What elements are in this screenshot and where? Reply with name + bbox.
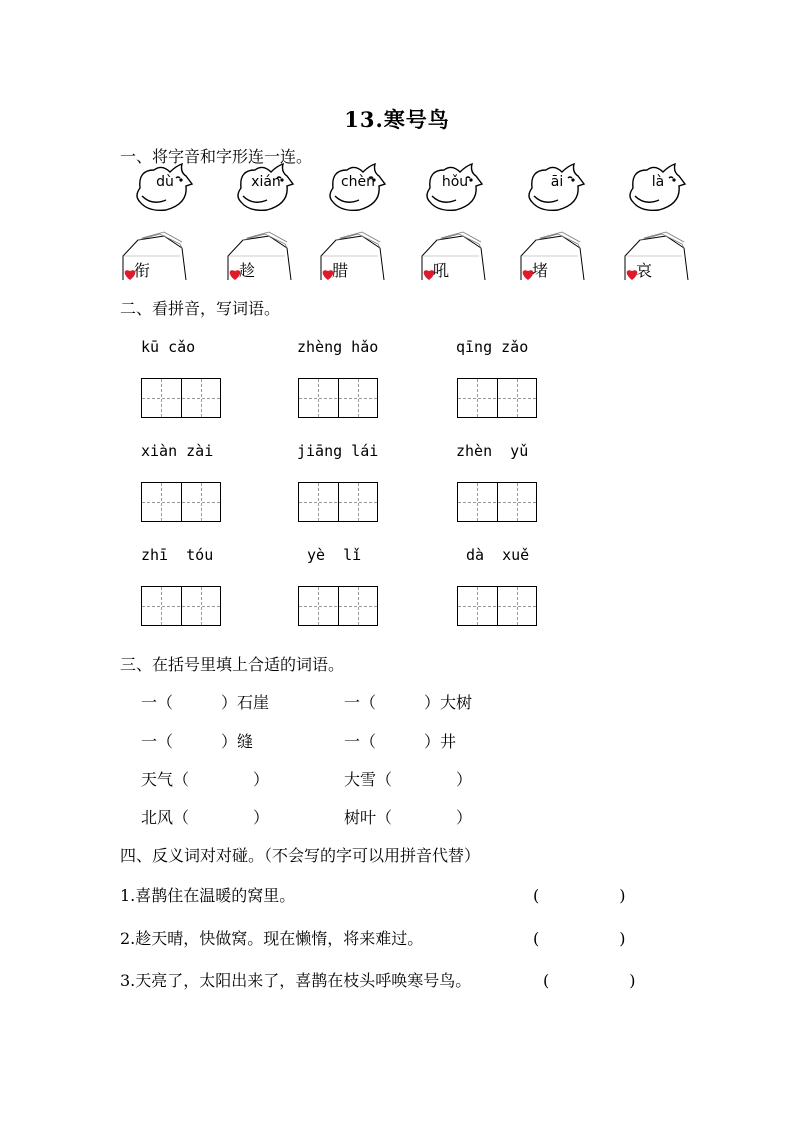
pinyin-prompt: xiàn zài [141,442,214,460]
fill-blank-item[interactable]: 北风（ ） [141,808,270,827]
writing-grid[interactable] [298,482,378,522]
bird-card[interactable] [524,158,590,216]
char-label: 堵 [532,261,549,280]
char-label: 衔 [134,261,151,280]
antonym-question: 1.喜鹊住在温暖的窝里。 [120,886,296,905]
char-card[interactable] [225,230,295,284]
pinyin-prompt: yè lǐ [307,546,362,564]
char-card[interactable] [518,230,588,284]
page-title: 13.寒号鸟 [344,107,450,132]
section-4-heading: 四、反义词对对碰。（不会写的字可以用拼音代替） [120,846,481,865]
pinyin-prompt: jiāng lái [297,442,379,460]
char-label: 腊 [332,261,349,280]
char-label: 哀 [636,261,653,280]
answer-blank[interactable]: ( ) [543,971,636,990]
bird-pinyin: dù [156,174,174,190]
pinyin-prompt: zhī tóu [141,546,214,564]
fill-blank-item[interactable]: 大雪（ ） [344,770,473,789]
writing-grid[interactable] [141,378,221,418]
paper-heart-icon [318,230,388,284]
bird-pinyin: là [651,174,665,190]
pinyin-prompt: qīng zǎo [456,338,529,356]
bird-pinyin: chèn [340,174,376,190]
bird-card[interactable] [132,158,198,216]
bird-card[interactable] [422,158,488,216]
bird-pinyin: āi [550,174,564,190]
pinyin-prompt: zhèng hǎo [297,338,379,356]
answer-blank[interactable]: ( ) [533,929,626,948]
fill-blank-item[interactable]: 一（ ）大树 [344,693,473,712]
bird-card[interactable] [625,158,691,216]
char-card[interactable] [419,230,489,284]
pinyin-prompt: zhèn yǔ [456,442,529,460]
fill-blank-item[interactable]: 一（ ）井 [344,732,457,751]
bird-pinyin: hǒu [441,174,469,190]
paper-heart-icon [622,230,692,284]
paper-heart-icon [120,230,190,284]
writing-grid[interactable] [141,586,221,626]
writing-grid[interactable] [457,378,537,418]
paper-heart-icon [419,230,489,284]
bird-card[interactable] [233,158,299,216]
paper-heart-icon [518,230,588,284]
section-2-heading: 二、看拼音，写词语。 [120,299,281,318]
writing-grid[interactable] [141,482,221,522]
writing-grid[interactable] [457,482,537,522]
paper-heart-icon [225,230,295,284]
antonym-question: 3.天亮了，太阳出来了，喜鹊在枝头呼唤寒号鸟。 [120,971,472,990]
pinyin-prompt: dà xuě [466,546,530,564]
fill-blank-item[interactable]: 树叶（ ） [344,808,473,827]
section-1-heading: 一、将字音和字形连一连。 [120,147,313,166]
char-card[interactable] [120,230,190,284]
section-3-heading: 三、在括号里填上合适的词语。 [120,655,345,674]
char-card[interactable] [318,230,388,284]
antonym-question: 2.趁天晴，快做窝。现在懒惰，将来难过。 [120,929,424,948]
bird-card[interactable] [325,158,391,216]
pinyin-prompt: kū cǎo [141,338,196,356]
bird-pinyin: xián [251,174,281,190]
fill-blank-item[interactable]: 一（ ）石崖 [141,693,270,712]
writing-grid[interactable] [457,586,537,626]
fill-blank-item[interactable]: 一（ ）缝 [141,732,254,751]
answer-blank[interactable]: ( ) [533,886,626,905]
char-label: 吼 [433,261,450,280]
writing-grid[interactable] [298,586,378,626]
char-card[interactable] [622,230,692,284]
fill-blank-item[interactable]: 天气（ ） [141,770,270,789]
char-label: 趁 [239,261,256,280]
writing-grid[interactable] [298,378,378,418]
